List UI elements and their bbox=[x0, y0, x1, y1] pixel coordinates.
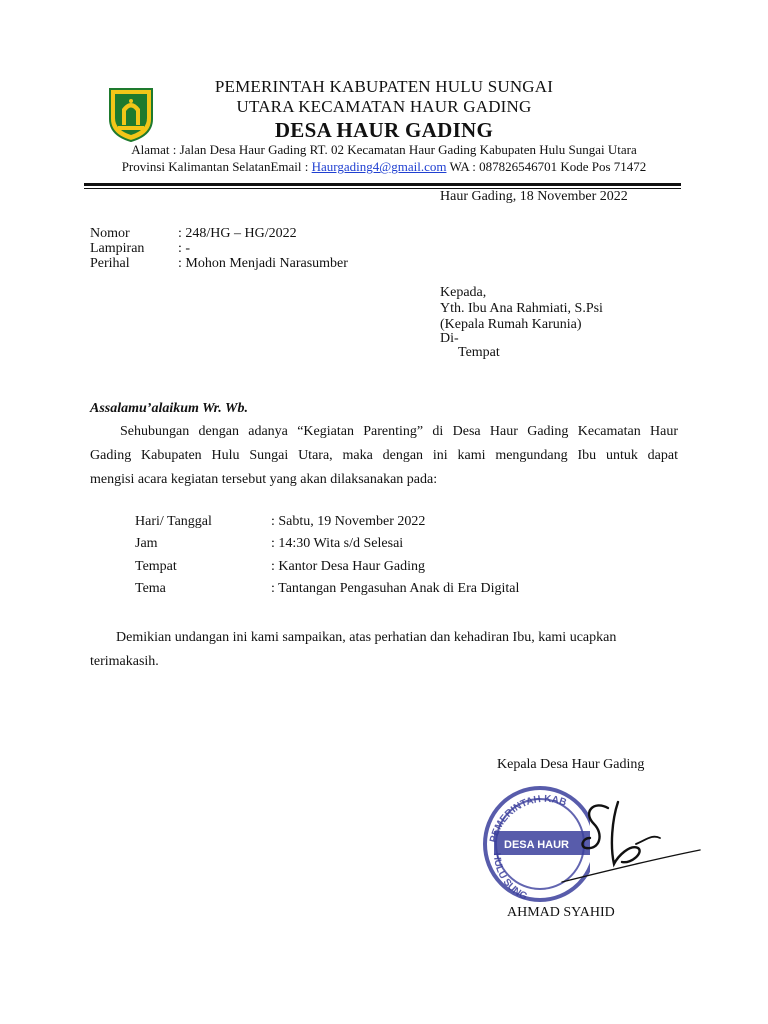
detail-value-theme: : Tantangan Pengasuhan Anak di Era Digital bbox=[271, 581, 520, 596]
meta-value-attachment: : - bbox=[178, 241, 191, 256]
letterhead-village-title: DESA HAUR GADING bbox=[274, 118, 494, 142]
meta-label-subject: Perihal bbox=[90, 256, 130, 271]
paragraph-line: Demikian undangan ini kami sampaikan, atas perhatian dan kehadiran Ibu, kami ucapkan bbox=[116, 630, 617, 645]
meta-label-attachment: Lampiran bbox=[90, 241, 145, 256]
letterhead-contact-line bbox=[0, 159, 768, 175]
paragraph-line: Gading Kabupaten Hulu Sungai Utara, maka dengan ini kami mengundang Ibu untuk dapat bbox=[90, 448, 678, 463]
paragraph-invitation bbox=[90, 420, 678, 492]
letterhead-government-line: PEMERINTAH KABUPATEN HULU SUNGAI bbox=[214, 77, 554, 96]
recipient-position: (Kepala Rumah Karunia) bbox=[440, 317, 582, 332]
contact-suffix: WA : 087826546701 Kode Pos 71472 bbox=[446, 159, 647, 174]
letterhead-divider-thick bbox=[84, 183, 681, 186]
detail-value-place: : Kantor Desa Haur Gading bbox=[271, 559, 425, 574]
recipient-at: Di- bbox=[440, 331, 459, 346]
paragraph-line: Sehubungan dengan adanya “Kegiatan Parenting” di Desa Haur Gading Kecamatan Haur bbox=[120, 424, 678, 439]
email-link[interactable]: Haurgading4@gmail.com bbox=[311, 159, 447, 174]
paragraph-line: terimakasih. bbox=[90, 654, 159, 669]
meta-label-number: Nomor bbox=[90, 226, 130, 241]
detail-value-time: : 14:30 Wita s/d Selesai bbox=[271, 536, 404, 551]
recipient-place: Tempat bbox=[458, 345, 500, 360]
meta-value-number: : 248/HG – HG/2022 bbox=[178, 226, 297, 241]
detail-value-day-date: : Sabtu, 19 November 2022 bbox=[271, 514, 426, 529]
contact-prefix: Provinsi Kalimantan SelatanEmail : bbox=[121, 159, 312, 174]
signatory-title: Kepala Desa Haur Gading bbox=[497, 757, 645, 772]
paragraph-line: mengisi acara kegiatan tersebut yang akan dilaksanakan pada: bbox=[90, 472, 438, 487]
letterhead-address-line: Alamat : Jalan Desa Haur Gading RT. 02 Kecamatan Haur Gading Kabupaten Hulu Sungai Utara bbox=[131, 142, 637, 157]
letter-date: Haur Gading, 18 November 2022 bbox=[440, 189, 628, 204]
detail-label-place: Tempat bbox=[135, 559, 177, 574]
stamp-arc-top-text: PEMERINTAH KAB bbox=[488, 793, 568, 844]
recipient-salutation: Kepada, bbox=[440, 285, 487, 300]
recipient-name: Yth. Ibu Ana Rahmiati, S.Psi bbox=[440, 301, 603, 316]
detail-label-theme: Tema bbox=[135, 581, 166, 596]
signatory-name: AHMAD SYAHID bbox=[507, 905, 615, 920]
greeting: Assalamu’alaikum Wr. Wb. bbox=[90, 401, 248, 416]
letterhead-district-line: UTARA KECAMATAN HAUR GADING bbox=[236, 97, 532, 116]
stamp-center-text: DESA HAUR bbox=[504, 839, 569, 851]
detail-label-time: Jam bbox=[135, 536, 158, 551]
stamp-arc-bottom-text: HULU SUNG bbox=[490, 852, 529, 903]
meta-value-subject: : Mohon Menjadi Narasumber bbox=[178, 256, 348, 271]
paragraph-closing bbox=[90, 626, 658, 674]
handwritten-signature bbox=[560, 790, 702, 890]
detail-label-day-date: Hari/ Tanggal bbox=[135, 514, 212, 529]
